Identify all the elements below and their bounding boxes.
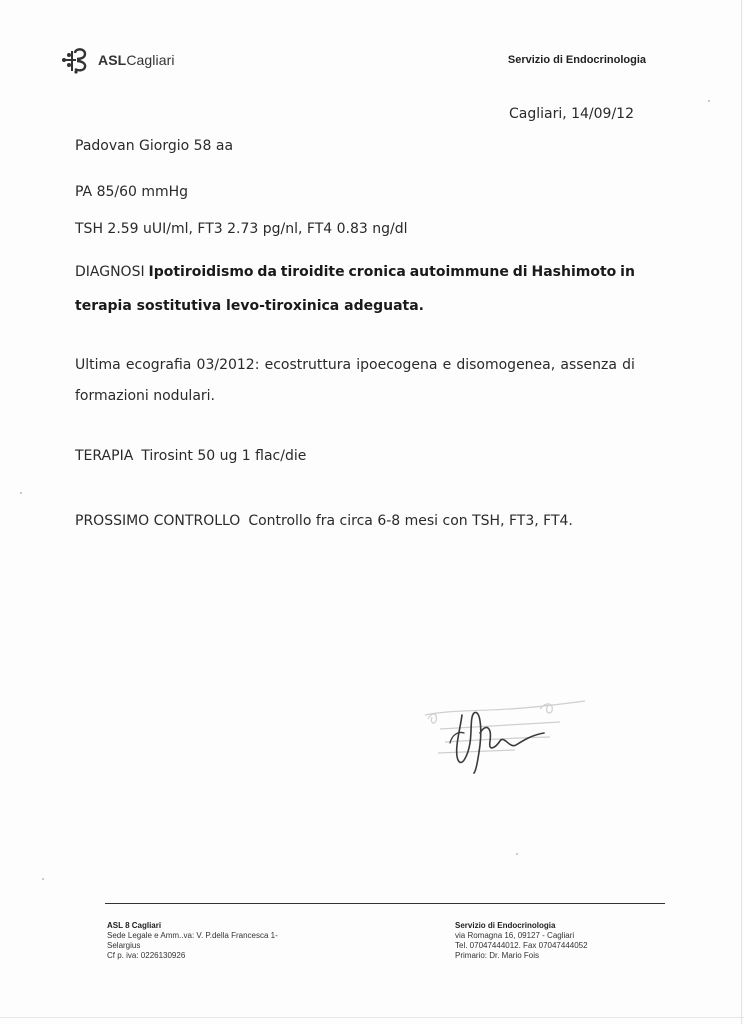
asl-logo (60, 45, 175, 75)
ultrasound-line-1 (75, 357, 635, 373)
ultrasound-word: e (442, 357, 452, 373)
diagnosis-word: autoimmune (409, 264, 509, 280)
footer-asl-city: Selargius (107, 941, 141, 950)
asl-logo-icon (60, 45, 90, 75)
therapy-line (75, 448, 306, 464)
ultrasound-line-2: formazioni nodulari. (75, 388, 215, 404)
ultrasound-word: ecostruttura (264, 357, 352, 373)
service-header: Servizio di Endocrinologia (507, 54, 646, 66)
ultrasound-word: disomogenea, (456, 357, 556, 373)
footer-asl-address: Sede Legale e Amm..va: V. P.della Francesca 1- (107, 931, 278, 940)
logo-asl: ASL (98, 52, 127, 68)
diagnosis-label: DIAGNOSI (75, 264, 145, 280)
blood-pressure-line: PA 85/60 mmHg (75, 184, 189, 200)
logo-wordmark (98, 52, 175, 68)
diagnosis-word: di (512, 264, 528, 280)
diagnosis-line-1 (75, 264, 635, 280)
therapy-text: Tirosint 50 ug 1 flac/die (141, 448, 307, 464)
followup-text: Controllo fra circa 6-8 mesi con TSH, FT3, FT4. (248, 513, 573, 529)
ultrasound-word: ecografia (125, 357, 192, 373)
lab-results-line: TSH 2.59 uUI/ml, FT3 2.73 pg/nl, FT4 0.83 ng/dl (75, 221, 408, 237)
scan-speck (20, 492, 22, 494)
diagnosis-line-2 (75, 298, 424, 314)
logo-cagliari: Cagliari (126, 52, 175, 68)
letter-date: Cagliari, 14/09/12 (508, 106, 634, 122)
footer-service-name: Servizio di Endocrinologia (455, 921, 556, 930)
footer-service-primario: Primario: Dr. Mario Fois (455, 951, 540, 960)
followup-line (75, 513, 573, 529)
patient-line: Padovan Giorgio 58 aa (75, 138, 234, 154)
footer-asl-name: ASL 8 Cagliari (107, 921, 162, 930)
diagnosis-word: da (257, 264, 277, 280)
ultrasound-word: 03/2012: (196, 357, 260, 373)
followup-label: PROSSIMO CONTROLLO (75, 513, 241, 529)
footer-rule (105, 903, 665, 904)
ultrasound-word: Ultima (75, 357, 121, 373)
footer-service-address: via Romagna 16, 09127 - Cagliari (455, 931, 575, 940)
diagnosis-word: tiroidite (280, 264, 345, 280)
footer-service-phones: Tel. 07047444012. Fax 07047444052 (455, 941, 588, 950)
diagnosis-word: cronica (348, 264, 406, 280)
diagnosis-word: Hashimoto (531, 264, 617, 280)
page-bottom-edge (0, 1017, 744, 1018)
footer-asl-vat: Cf p. iva: 0226130926 (107, 951, 186, 960)
diagnosis-continuation: terapia sostitutiva levo-tiroxinica adeguata. (75, 298, 424, 314)
page-edge (741, 0, 742, 1024)
scan-speck (42, 878, 44, 880)
ultrasound-word: di (622, 357, 635, 373)
ultrasound-word: ipoecogena (356, 357, 438, 373)
diagnosis-word: Ipotiroidismo (148, 264, 254, 280)
footer-service-info (455, 921, 665, 961)
scan-speck (516, 853, 518, 855)
ultrasound-word: assenza (560, 357, 617, 373)
therapy-label: TERAPIA (75, 448, 134, 464)
footer-asl-info (107, 921, 357, 961)
diagnosis-word: in (620, 264, 635, 280)
doctor-signature (440, 705, 570, 775)
scan-speck (708, 100, 710, 102)
